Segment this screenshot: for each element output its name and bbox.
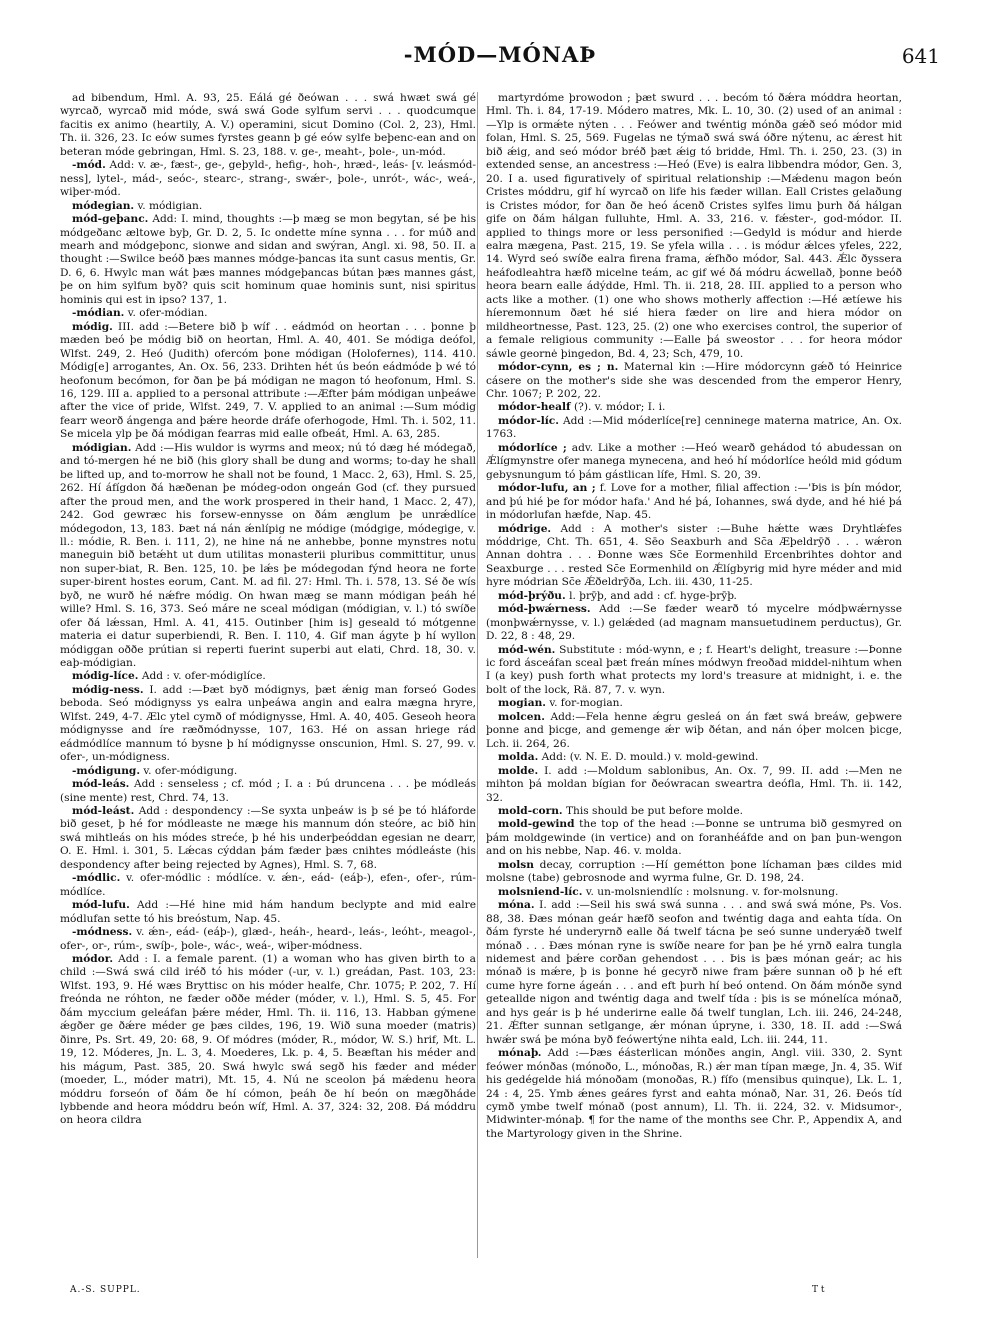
page-number: 641 <box>901 44 940 68</box>
right-column <box>486 92 902 1258</box>
dictionary-entry <box>486 590 902 603</box>
entry-text: Add : despondency :—Se syxta unþeáw is þ sé þe tó hláforde bið geset, þ hé for módleaste ne mæge his mannum dón steóre, ac bið hin swá mihtleás on his módes streće, þ hé his underþeóddan egesian ne dearr, O. E. Hml. i. 301, 5. Lǽcas cýddan þám fæder þæs cnihtes módleáste (his despondency after being rejected by Agnes), Hml. S. 7, 68. <box>60 805 476 871</box>
entry-text: III. add :—Betere bið þ wíf . . eádmód on heortan . . . þonne þ mæden beó þe módig bið on heortan, Hml. A. 40, 401. Se módiga deófol, Wlfst. 249, 2. Heó (Judith) ofercóm þone módigan (Holofernes), 114. 410. Módig[e] arrogantes, An. Ox. 56, 233. Drihten hét ús beón eádmóde þ wé tó heofonum becómon, for ðan þe þá módigan ne magon tó heofonum, Hml. S. 16, 129. III a. applied to a personal attribute :—Æfter þám módigan unþeáwe after the vice of pride, Wlfst. 249, 7. V. applied to an animal :—Sum módig fearr weorð ángenga and þǽre heorde dráfe oferhogode, Hml. Th. i. 502, 11. Se micela ylp þe ðá módigan fearras mid ealle ofbeát, Hml. A. 63, 285. <box>60 320 476 441</box>
entry-headword: mód-þrýðu. <box>498 589 566 602</box>
entry-text: This should be put before molde. <box>565 805 743 818</box>
entry-headword: módor-lufu, an ; <box>498 482 596 495</box>
dictionary-entry <box>486 899 902 1047</box>
entry-headword: módor-cynn, es ; n. <box>498 361 619 374</box>
left-column <box>60 92 476 1258</box>
running-head: -MÓD—MÓNAÞ <box>403 42 597 67</box>
dictionary-entry <box>486 644 902 698</box>
dictionary-entry <box>60 684 476 765</box>
entry-headword: mód-geþanc. <box>72 213 149 226</box>
entry-text: Maternal kin :—Hire módorcynn gǽð tó Heinrice cásere on the mother's side she was descended from the emperor Henry, Chr. 1067; P. 202, 22. <box>486 361 902 400</box>
dictionary-entry <box>486 603 902 643</box>
entry-text: f. Love for a mother, filial affection :—'Þis is þín módor, and þú hié þe for módor hafa.' And hé þá, Iohannes, swá dyde, and hé hié þá in módorlufan hæfde, Nap. 45. <box>486 482 902 522</box>
entry-text: v. ofer-módian. <box>127 307 208 320</box>
entry-text: martyrdóme þrowodon ; þæt swurd . . . becóm tó ðǽra móddra heortan, Hml. Th. i. 84, 17-19. Módero matres, Mk. L. 10, 30. (2) used of an animal :—Ylp is ormǽte nýten . . . Feówer and twéntig mónða gǽð seó módor mid folan, Hml. S. 25, 569. Fugelas ne týmað swá swá óðre nýtenu, ac ǽrest hit bið ǽig, and seó módor bréð þæt ǽig tó bridde, Hml. Th. i. 250, 23. (3) in extended sense, an ancestress :—Heó (Eve) is ealra libbendra módor, Gen. 3, 20. I a. used figuratively of spiritual relationship :—Mǽdenu magon beón Cristes móddru, gif hí wyrcað on life his fæder willan. Eall Cristes gelaðung is Cristes módor, for ðan ðe heó ácenð Cristes sylfes limu þurh ðá hálgan gife on ðám hálgan fulluhte, Hml. A. 33, 216. v. fǽster-, god-módor. II. applied to things more or less personified :—Gedyld is módur and hierde ealra mægena, Past. 215, 19. Se yfela willa . . . is módur ǽlces yfeles, 222, 14. Wyrd seó swíðe ealra firena frama, ǽfhðo módor, Sal. 443. Ǽlc ðyssera heáfodleahtra hæfð micelne teám, ac gif wé ðá módru ácwellað, þonne beóð heora bearn ealle ádýdde, Hml. Th. ii. 218, 28. III. applied to a person who acts like a mother. (1) one who shows motherly affection :—Hé ætíewe his híeremonnum ðæt hé sié hiera fæder on lire and hiera módor on mildheortnesse, Past. 123, 25. (2) one who exercises control, the superior of a female religious community :—Ealle þá sweostor . . . for heora módor sáwle geornė þingedon, Bd. 4, 23; Sch, 479, 10. <box>486 92 902 360</box>
entry-text: Add :—Mid móderlíce[re] cenninege materna matrice, An. Ox. 1763. <box>486 414 902 441</box>
entry-headword: molda. <box>498 751 539 764</box>
entry-headword: molsn <box>498 858 534 871</box>
dictionary-entry <box>486 482 902 522</box>
entry-headword: módorlíce ; <box>498 441 567 454</box>
dictionary-entry <box>60 442 476 671</box>
entry-text: Add : I. a female parent. (1) a woman who has given birth to a child :—Swá swá cild iréð tó his móder (-ur, v. l.) greádan, Past. 103, 23: Wlfst. 193, 9. Hé wæs Bryttisc on his móder healfe, Chr. 1075; P. 202, 7. Hí freónda ne róhton, ne fæder oððe méder (móder, v. l.), Hml. S. 5, 45. For ðám myccium geleáfan þǽre méder, Hml. Th. ii. 116, 13. Habban gýmene ǽgðer ge ðǽre méder ge þæs cildes, 196, 19. Wið suna moeder (matris) ðinre, Ps. Srt. 49, 20: 68, 9. Of módres (móder, R., módor, W. S.) hrif, Mt. L. 19, 12. Móderes, Jn. L. 3, 4. Moederes, Lk. p. 4, 5. Beæftan his méder and his mágum, Past. 385, 20. Swá hwylc swá segð his fæder and méder (moeder, L., móder matri), Mt. 15, 4. Nú ne sceolon þá mǽdenu heora móddru forseón of ðám ðe hí cómon, þeáh ðe hí beón on mægðháde lybbende and heora móddru beón wíf, Hml. A. 37, 324: 32, 208. Ðá móddru on heora cildra <box>60 953 476 1127</box>
entry-text: Add: I. mind, thoughts :—þ mæg se mon begytan, sé þe his módgeðanc æltowe byþ, Gr. D. 2, 5. Ic ondette míne synna . . . for múð and mearh and módgeþonc, sionwe and sidan and swýran, Angl. xi. 98, 50. II. a thought :—Swilce beóð þæs mannes módge-þancas ita sunt casus mentis, Gr. D. 6, 6. Hwylc man wát þæs mannes módgeþancas bútan þæs mannes gást, þe on him sylfum byð? quis scit hominum quae hominis sunt, nisi spiritus hominis qui est in ipso? 137, 1. <box>60 213 476 306</box>
entry-text: the top of the head :—Þonne se untruma bið gesmyred on þám moldgewinde (in vertice) and on foranhéáfde and on þan þun-wengon and on his nebbe, Nap. 46. v. molda. <box>486 818 902 858</box>
entry-text: adv. Like a mother :—Heó wearð gehádod tó abudessan on Ǽlígmynstre ofer manega mynecena, and heó hí módorlíce heóld mid gódum gebysnungum tó þám gástlican lífe, Hml. S. 20, 39. <box>486 441 902 481</box>
entry-text: v. ofer-módigung. <box>143 764 238 777</box>
dictionary-entry <box>486 859 902 886</box>
entry-text: Add :—His wuldor is wyrms and meox; nú tó dæg hé módegað, and tó-mergen hé ne bið (his glory shall be dung and worms; to-day he shall be lifted up, and to-morrow he shall not be found, 1 Macc. 2, 63), Hml. S. 25, 262. Hí áfígdon ðá hæðenan þe módeg-odon ongeán God (cf. they pursued after the proud men, and the work prospered in their hand, 1 Macc. 2, 47), 242. God gewræc his forsew-ennysse on ðám ænglum þe unrǽdlíce módegodon, 13, 183. Þæt ná nán ǽnlípig ne módige (módgige, módegige, v. ll.: módie, R. Ben. i. 111, 2), ne hine ná ne anhebbe, þonne mynstres notu maneguin bið betǽht ut dum utilitas monasterii pluribus committitur, unus non super-biat, R. Ben. 125, 10. þe lǽs þe módegodan fýnd heora ne forte super-birent hostes eorum, Cant. M. ad fil. 27: Hml. Th. i. 578, 13. Sé ðe wís byð, ne wurð hé nǽfre módig. On hwan mæg se mann módigan þeáh hé wille? Hml. S. 16, 373. Seó máre ne sceal módigan (módigian, v. l.) tó swíðe ofer ðá lǽssan, Hml. A. 41, 415. Outinber [him is] geseald tó mótgenne materia ei datur superbiendi, R. Ben. I. 110, 4. Gif man ágyte þ hí wyllon módiggan oððe prútian si reperti fuerint superbi aut elati, Chrd. 18, 30. v. eaþ-módigian. <box>60 441 476 670</box>
entry-headword: mogian. <box>498 697 546 710</box>
entry-headword: mód-þwǽrness. <box>498 603 591 616</box>
entry-headword: módegian. <box>72 199 135 212</box>
dictionary-entry <box>60 926 476 953</box>
dictionary-entry <box>486 442 902 482</box>
signature-mark: A.-S. SUPPL. <box>70 1285 141 1295</box>
dictionary-entry <box>486 361 902 401</box>
entry-text: Add :—Þæs éásterlican mónðes angin, Angl. viii. 330, 2. Synt feówer mónðas (mónoðo, L., mónoðas, R.) ǽr man típan mæge, Jn. 4, 35. Wif his gedégelde hiá mónoðam (monoðas, R.) fífo (mensibus quinque), Lk. L. 1, 24 : 4, 25. Ymb ǽnes geáres fyrst and eahta mónað, Nar. 31, 26. Ðeós tíd cymð ymbe twelf mónað (post annum), Ll. Th. ii. 224, 32. v. Midsumor-, Midwinter-mónaþ. ¶ for the name of the months see Chr. P., Appendix A, and the Martyrology given in the Shrine. <box>486 1047 902 1140</box>
entry-headword: mold-gewind <box>498 818 575 831</box>
entry-headword: -módigung. <box>72 764 141 777</box>
entry-text: Add: (v. N. E. D. mould.) v. mold-gewind. <box>541 751 759 764</box>
dictionary-entry <box>60 953 476 1128</box>
dictionary-entry <box>486 415 902 442</box>
dictionary-entry <box>486 711 902 751</box>
page-header <box>60 42 940 78</box>
entry-text: v. ǽn-, eád- (eáþ-), glæd-, heáh-, heard-, leás-, leóht-, meagol-, ofer-, or-, rúm-, swíþ-, þole-, wác-, weá-, wiþer-módness. <box>60 926 476 952</box>
dictionary-entry <box>60 307 476 320</box>
entry-headword: mód-wén. <box>498 643 556 656</box>
entry-text: I. add :—Moldum sablonibus, An. Ox. 7, 99. II. add :—Men ne mihton þá moldan bígian for ðeówracan sweartra deófla, Hml. Th. ii. 142, 32. <box>486 764 902 804</box>
dictionary-entry <box>486 805 902 818</box>
entry-text: Add : A mother's sister :—Buhe hǽtte wæs Dryhtlǽfes móddrige, Cht. Th. 651, 4. Sēo Seaxburh and Sc̄a Æþeldrȳð . . . wǽron Annan dohtra . . . Ðonne wæs Sc̄e Eormenhild Ercenbrihtes dohtor and Seaxburge . . . rested Sc̄e Eormenhild on Ǽlígbyrig mid hyre méder and mid hyre módrian Sc̄e Ǽðeldrȳða, Lch. iii. 430, 11-25. <box>486 522 902 589</box>
dictionary-entry <box>60 872 476 899</box>
entry-headword: -mód. <box>72 159 106 172</box>
entry-headword: molsniend-líc. <box>498 885 583 898</box>
entry-headword: móna. <box>498 899 535 912</box>
entry-text: v. for-mogian. <box>549 697 623 710</box>
entry-headword: módig-ness. <box>72 683 144 696</box>
dictionary-entry <box>60 805 476 872</box>
signature-letter: T t <box>812 1285 825 1295</box>
entry-text: I. add :—Þæt byð módignys, þæt ǽnig man forseó Godes beboda. Seó módignyss ys ealra unþeáwa angin and ealra mægna hryre, Wlfst. 249, 4-7. Ælc ytel cymð of módignysse, Hml. A. 40, 405. Geseoh heora módignysse and íre ræðmódnysse, 107, 163. Hé on assan hriege rád eádmódlíce mannum tó bysne þ hí módignysse onscunion, Hml. S. 27, 99. v. ofer-, un-módigness. <box>60 683 476 764</box>
entry-text: l. þrȳþ, and add : cf. hyge-þrȳþ. <box>569 589 737 602</box>
entry-headword: molde. <box>498 764 539 777</box>
column-divider <box>477 92 478 1258</box>
dictionary-entry <box>486 751 902 764</box>
dictionary-entry <box>60 92 476 159</box>
dictionary-entry <box>486 401 902 414</box>
entry-headword: módig. <box>72 320 113 333</box>
entry-text: Add : v. ofer-módiglíce. <box>141 670 266 683</box>
dictionary-entry <box>60 159 476 199</box>
entry-text: (?). v. módor; I. i. <box>574 401 666 414</box>
dictionary-entry <box>60 200 476 213</box>
entry-headword: -módian. <box>72 307 125 320</box>
dictionary-entry <box>486 765 902 805</box>
entry-headword: -módlic. <box>72 872 121 885</box>
dictionary-entry <box>60 778 476 805</box>
entry-headword: módrige. <box>498 522 552 535</box>
entry-text: I. add :—Seil his swá swá sunna . . . and swá swá móne, Ps. Vos. 88, 38. Ðæs mónan geár hæfð seofon and twéntig daga and eahta tída. On ðám fyrste hé underyrnð ealle ðá twelf tácna þe seó sunne underyǽð twelf mónað . . . Ðæs mónan ryne is swíðe neare for þan þe hé yrnð ealra tungla nidemest and þǽre corðan gehendost . . . Þis is þæs mónan geár; ac his mónað is mǽre, þ is þonne hé gecyrð niwe fram þǽre sunnan oð þ hé eft cume hyre forne ágeán . . . and eft þurh hí beó ontend. On ðám mónðe synd geteallde nigon and twéntig daga and twelf tída : þis is se mónelíca mónað, and hys geár is þ hé underirne ealle ðá twelf tunglan, Lch. iii. 246, 24-248, 21. Ǽfter sunnan setlgange, ǽr mónan úpryne, i. 330, 18. II. add :—Swá hwǽr swá þe móna byð feówertýne nihta eald, Lch. iii. 244, 11. <box>486 899 902 1046</box>
entry-headword: módor. <box>72 953 114 965</box>
entry-headword: módig-líce. <box>72 670 139 683</box>
dictionary-entry <box>486 1047 902 1141</box>
entry-headword: módor-healf <box>498 401 571 414</box>
entry-headword: mónaþ. <box>498 1047 542 1060</box>
entry-text: Add :—Hé hine mid hám handum beclypte and mid ealre módlufan sette tó his breóstum, Nap. 45. <box>60 899 476 925</box>
dictionary-entry <box>60 670 476 683</box>
entry-headword: -módness. <box>72 926 133 939</box>
entry-headword: mód-leás. <box>72 778 130 791</box>
entry-headword: módigian. <box>72 441 132 454</box>
entry-headword: mód-lufu. <box>72 899 130 912</box>
entry-text: ad bibendum, Hml. A. 93, 25. Eálá gé ðeówan . . . swá hwæt swá gé wyrcað, wyrcað mid móde, swá swá Gode sylfum servi . . . quodcumque facitis ex animo (heartily, A. V.) operamini, sicut Domino (Col. 2, 23), Hml. Th. ii. 326, 23. Ic eów sumes fyrstes geann þ gé eów sylfe beþenc-ean and on beteran móde gebringan, Hml. S. 23, 188. v. ge-, meaht-, þole-, un-mód. <box>60 92 476 158</box>
entry-text: v. ofer-módlic : módlíce. v. ǽn-, eád- (eáþ-), efen-, ofer-, rúm-módlíce. <box>60 872 476 898</box>
dictionary-entry <box>60 321 476 442</box>
entry-headword: mold-corn. <box>498 805 563 818</box>
dictionary-entry <box>60 213 476 307</box>
entry-headword: molcen. <box>498 710 545 723</box>
dictionary-entry <box>486 818 902 858</box>
entry-text: Substitute : mód-wynn, e ; f. Heart's delight, treasure :—Þonne ic ford ásceáfan sceal þæt freán mínes módwyn freoðad middel-nihtum when I (a key) push forth what protects my lord's treasure at midnight, i. e. the bolt of the lock, Rä. 87, 7. v. wyn. <box>486 643 902 696</box>
entry-text: v. un-molsniendlíc : molsnung. v. for-molsnung. <box>585 885 839 898</box>
dictionary-entry <box>486 523 902 590</box>
entry-text: v. módigian. <box>137 199 203 212</box>
dictionary-entry <box>486 886 902 899</box>
entry-text: Add: v. æ-, fæst-, ge-, geþyld-, hefig-, hoh-, hræd-, leás- [v. leásmód-ness], lytel-, mád-, seóc-, stearc-, strang-, swǽr-, þole-, unrót-, wác-, weá-, wiþer-mód. <box>60 159 476 199</box>
dictionary-entry <box>60 765 476 778</box>
entry-text: Add:—Fela henne ǽgru gesleá on án fæt swá breáw, geþwere þonne and þicge, and gemenge ǽr wiþ ðétan, and nán óþer molcen þicge, Lch. ii. 264, 26. <box>486 710 902 750</box>
dictionary-entry <box>486 92 902 361</box>
entry-text: Add : senseless ; cf. mód ; I. a : Þú druncena . . . þe módleás (sine mente) rest, Chrd. 74, 13. <box>60 778 476 804</box>
dictionary-entry <box>60 899 476 926</box>
entry-headword: módor-líc. <box>498 414 559 427</box>
entry-text: Add :—Se fæder wearð tó mycelre módþwǽrnysse (monþwǽrnysse, v. l.) gelǽded (ad magnam mansuetudinem perductus), Gr. D. 22, 8 : 48, 29. <box>486 603 902 643</box>
dictionary-entry <box>486 697 902 710</box>
entry-text: decay, corruption :—Hí gemétton þone líchaman þæs cildes mid molsne (tabe) gebrosnode and wyrma fulne, Gr. D. 198, 24. <box>486 858 902 885</box>
entry-headword: mód-leást. <box>72 805 135 818</box>
